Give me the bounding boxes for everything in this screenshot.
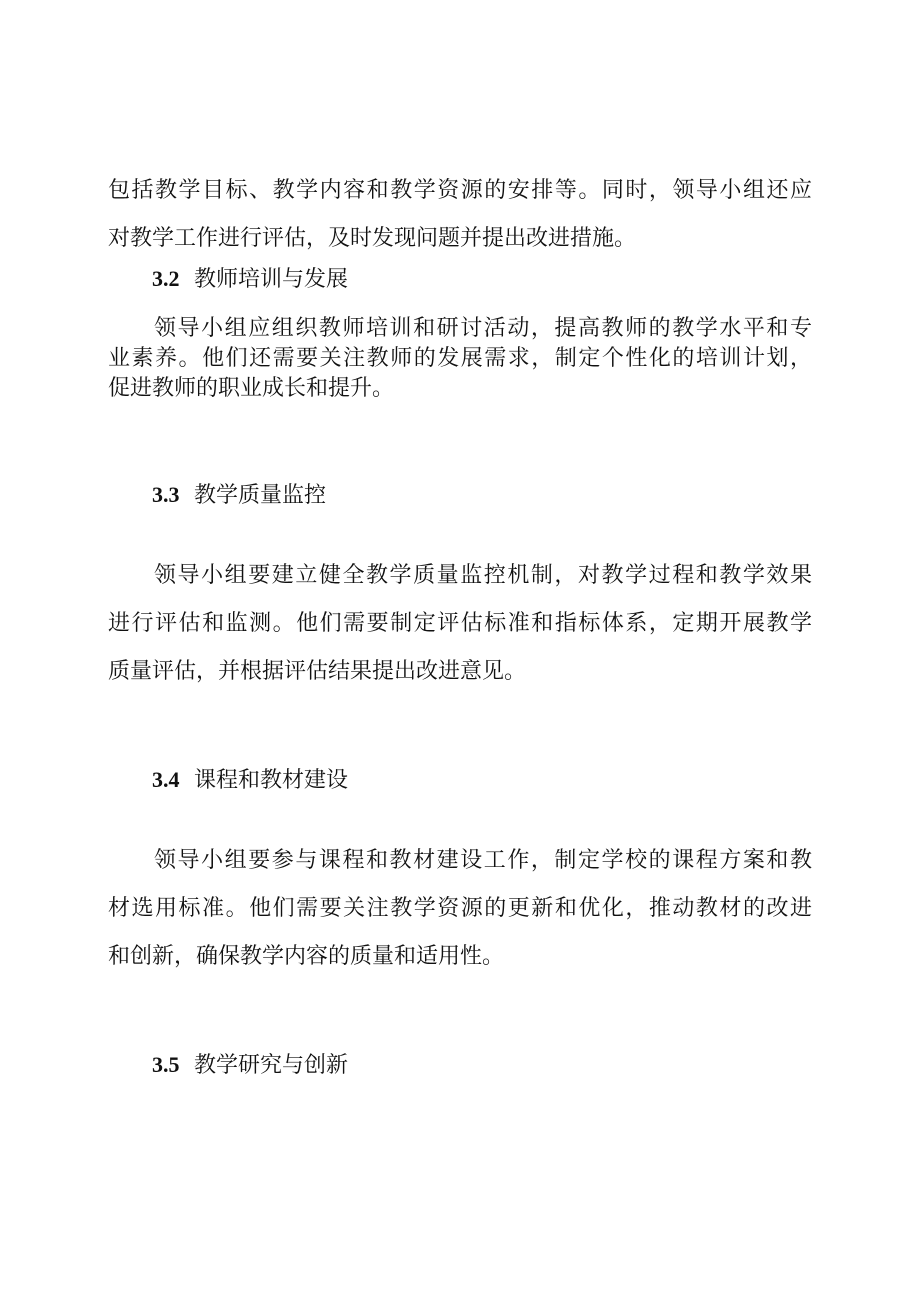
section-title: 课程和教材建设 bbox=[194, 768, 349, 793]
section-3-2-paragraph-line: 促进教师的职业成长和提升。 bbox=[108, 376, 395, 401]
section-heading-3-3 bbox=[152, 480, 326, 511]
section-3-2-paragraph-line: 领导小组应组织教师培训和研讨活动，提高教师的教学水平和专 bbox=[154, 316, 812, 341]
section-title: 教学质量监控 bbox=[194, 483, 327, 508]
section-title: 教学研究与创新 bbox=[194, 1053, 349, 1078]
section-3-4-paragraph-line: 和创新，确保教学内容的质量和适用性。 bbox=[108, 944, 505, 969]
intro-paragraph-line: 对教学工作进行评估，及时发现问题并提出改进措施。 bbox=[108, 226, 637, 251]
section-3-4-paragraph-line: 材选用标准。他们需要关注教学资源的更新和优化，推动教材的改进 bbox=[108, 896, 812, 921]
section-heading-3-2 bbox=[152, 264, 348, 295]
intro-paragraph-line: 包括教学目标、教学内容和教学资源的安排等。同时，领导小组还应 bbox=[108, 178, 812, 203]
section-number: 3.4 bbox=[152, 767, 180, 792]
section-heading-3-5 bbox=[152, 1050, 348, 1081]
section-3-2-paragraph-line: 业素养。他们还需要关注教师的发展需求，制定个性化的培训计划， bbox=[108, 346, 812, 371]
section-heading-3-4 bbox=[152, 765, 348, 796]
section-number: 3.2 bbox=[152, 266, 180, 291]
section-3-3-paragraph-line: 质量评估，并根据评估结果提出改进意见。 bbox=[108, 659, 527, 684]
section-3-4-paragraph-line: 领导小组要参与课程和教材建设工作，制定学校的课程方案和教 bbox=[154, 848, 812, 873]
section-title: 教师培训与发展 bbox=[194, 267, 349, 292]
section-number: 3.3 bbox=[152, 482, 180, 507]
section-number: 3.5 bbox=[152, 1052, 180, 1077]
section-3-3-paragraph-line: 领导小组要建立健全教学质量监控机制，对教学过程和教学效果 bbox=[154, 563, 812, 588]
section-3-3-paragraph-line: 进行评估和监测。他们需要制定评估标准和指标体系，定期开展教学 bbox=[108, 611, 812, 636]
